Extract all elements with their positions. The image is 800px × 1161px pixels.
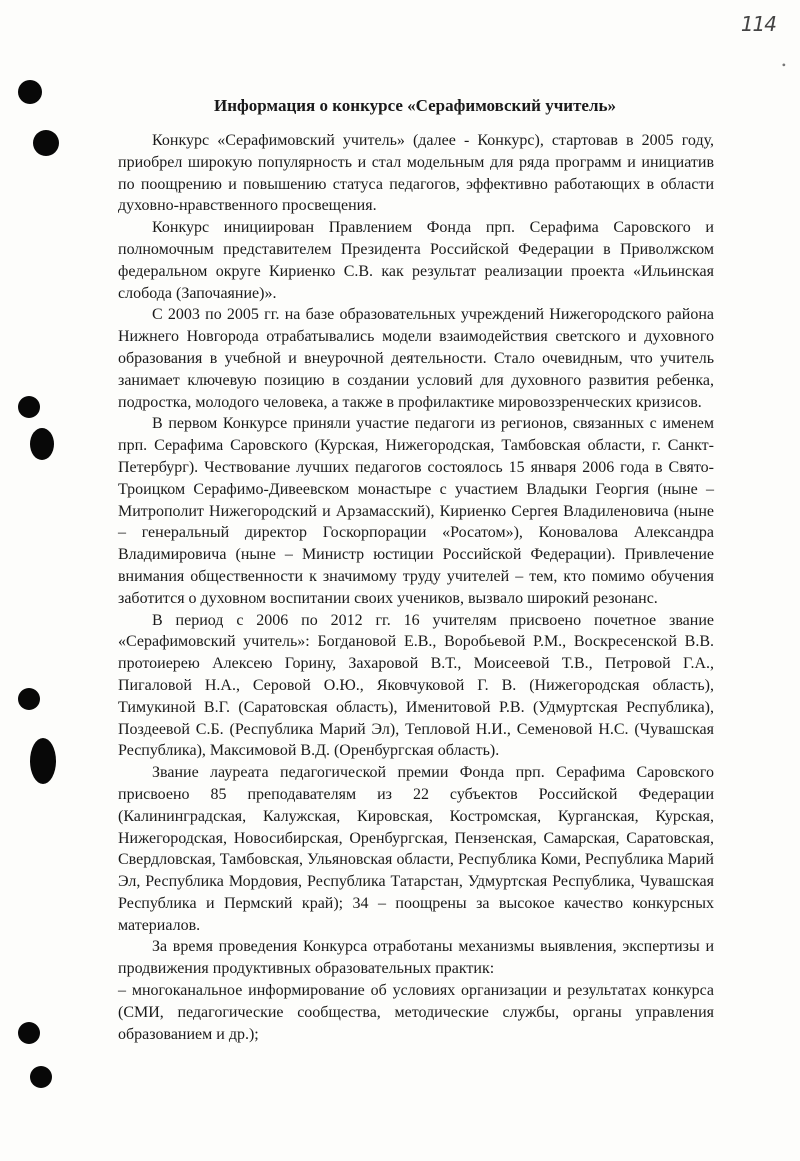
paragraph-4: В первом Конкурсе приняли участие педагоги из регионов, связанных с именем прп. Серафима Саровского (Курская, Нижегородская, Тамбовская области, г. Санкт-Петербург). Чествование лучших педагогов состоялось 15 января 2006 года в Свято-Троицком Серафимо-Дивеевском монастыре с участием Владыки Георгия (ныне – Митрополит Нижегородский и Арзамасский), Кириенко Сергея Владиленовича (ныне – генеральный директор Госкорпорации «Росатом»), Коновалова Александра Владимировича (ныне – Министр юстиции Российской Федерации). Привлечение внимания общественности к значимому труду учителей – тем, кто помимо обучения заботится о духовном воспитании своих учеников, вызвало широкий резонанс.: [118, 415, 714, 607]
punch-hole: [33, 130, 59, 156]
punch-hole: [30, 738, 56, 784]
paragraph-1: Конкурс «Серафимовский учитель» (далее - Конкурс), стартовав в 2005 году, приобрел широкую популярность и стал модельным для ряда программ и инициатив по поощрению и повышению статуса педагогов, эффективно работающих в области духовно-нравственного просвещения.: [118, 132, 714, 215]
punch-hole: [30, 428, 54, 460]
punch-hole: [18, 688, 40, 710]
document-title: Информация о конкурсе «Серафимовский учитель»: [214, 96, 616, 115]
list-item: – многоканальное информирование об условиях организации и результатах конкурса (СМИ, педагогические сообщества, методические службы, органы управления образованием и др.);: [118, 982, 714, 1043]
paragraph-3: С 2003 по 2005 гг. на базе образовательных учреждений Нижегородского района Нижнего Новгорода отрабатывались модели взаимодействия светского и духовного образования в учебной и внеурочной деятельности. Стало очевидным, что учитель занимает ключевую позицию в создании условий для духовного развития ребенка, подростка, молодого человека, а также в профилактике мировоззренческих кризисов.: [118, 306, 714, 411]
punch-hole: [30, 1066, 52, 1088]
punch-hole: [18, 396, 40, 418]
punch-hole: [18, 1022, 40, 1044]
page-number: 114: [740, 12, 776, 36]
page-mark: •: [781, 58, 786, 72]
paragraph-2: Конкурс инициирован Правлением Фонда прп. Серафима Саровского и полномочным представителем Президента Российской Федерации в Приволжском федеральном округе Кириенко С.В. как результат реализации проекта «Ильинская слобода (Започаяние)».: [118, 219, 714, 302]
paragraph-6: Звание лауреата педагогической премии Фонда прп. Серафима Саровского присвоено 85 преподавателям из 22 субъектов Российской Федерации (Калининградская, Калужская, Кировская, Костромская, Курганская, Курская, Нижегородская, Новосибирская, Оренбургская, Пензенская, Самарская, Саратовская, Свердловская, Тамбовская, Ульяновская области, Республика Коми, Республика Марий Эл, Республика Мордовия, Республика Татарстан, Удмуртская Республика, Чувашская Республика и Пермский край); 34 – поощрены за высокое качество конкурсных материалов.: [118, 764, 714, 934]
paragraph-7: За время проведения Конкурса отработаны механизмы выявления, экспертизы и продвижения продуктивных образовательных практик:: [118, 938, 714, 978]
paragraph-5: В период с 2006 по 2012 гг. 16 учителям присвоено почетное звание «Серафимовский учитель»: Богдановой Е.В., Воробьевой Р.М., Воскресенской В.В. протоиерею Алексею Горину, Захаровой В.Т., Моисеевой Т.В., Петровой Г.А., Пигаловой Н.А., Серовой О.Ю., Яковчуковой Г. В. (Нижегородская область), Тимукиной В.Г. (Саратовская область), Именитовой Р.В. (Удмуртская Республика), Поздеевой С.Б. (Республика Марий Эл), Тепловой Н.И., Семеновой Н.С. (Чувашская Республика), Максимовой В.Д. (Оренбургская область).: [118, 611, 714, 760]
document-body: [118, 130, 714, 1045]
